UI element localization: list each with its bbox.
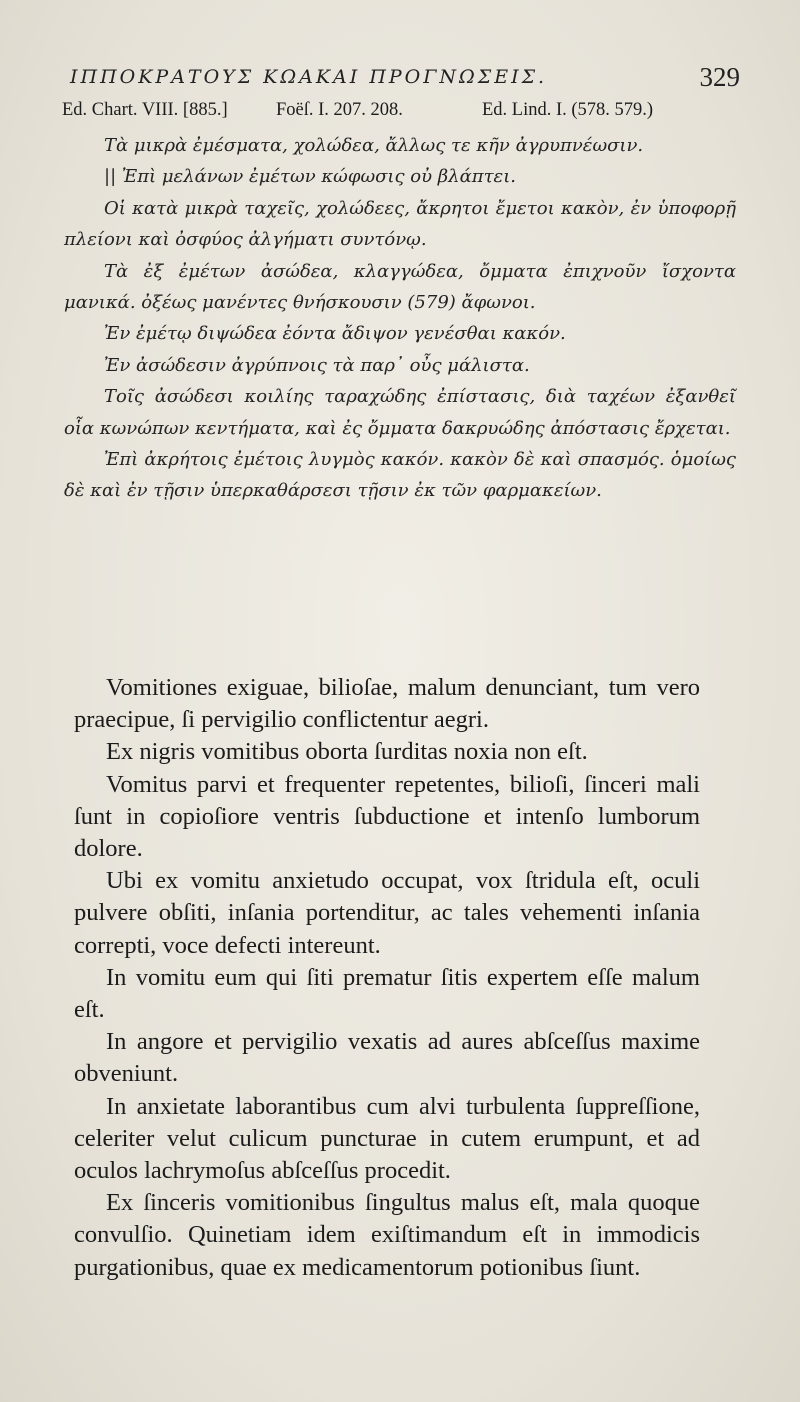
latin-paragraph: In angore et pervigilio vexatis ad aures abſceſſus maxime obveniunt. <box>74 1028 700 1088</box>
running-head: ΙΠΠΟΚΡΑΤΟΥΣ ΚΩΑΚΑΙ ΠΡΟΓΝΩΣΕΙΣ. <box>70 66 548 88</box>
greek-paragraph: Τὰ ἐξ ἐμέτων ἀσώδεα, κλαγγώδεα, ὄμματα ἐπιχνοῦν ἴσχοντα μανικά. ὀξέως μανέντες θνήσκουσιν (579) ἄφωνοι. <box>64 260 736 314</box>
greek-paragraph: Τὰ μικρὰ ἐμέσματα, χολώδεα, ἄλλως τε κῆν ἀγρυπνέωσιν. <box>104 135 644 156</box>
latin-paragraph: Ex ſinceris vomitionibus ſingultus malus eſt, mala quoque convulſio. Quinetiam idem exiſtimandum eſt in immodicis purgationibus, quae ex medicamentorum potionibus ſiunt. <box>74 1189 700 1281</box>
greek-paragraph: Οἱ κατὰ μικρὰ ταχεῖς, χολώδεες, ἄκρητοι ἔμετοι κακὸν, ἐν ὑποφορῇ πλείονι καὶ ὀσφύος ἀλγήματι συντόνῳ. <box>64 197 736 251</box>
page-number: 329 <box>699 62 740 92</box>
edition-foes: Foëſ. I. 207. 208. <box>276 100 403 120</box>
edition-chart: Ed. Chart. VIII. [885.] <box>62 100 228 120</box>
latin-translation <box>74 672 700 1284</box>
latin-paragraph: In anxietate laborantibus cum alvi turbulenta ſuppreſſione, celeriter velut culicum puncturae in cutem erumpunt, et ad oculos lachrymoſus abſceſſus procedit. <box>74 1092 700 1185</box>
greek-paragraph: Ἐν ἀσώδεσιν ἀγρύπνοις τὰ παρ᾽ οὖς μάλιστα. <box>104 354 530 376</box>
greek-paragraph <box>64 161 736 192</box>
latin-paragraph: Vomitiones exiguae, bilioſae, malum denunciant, tum vero praecipue, ſi pervigilio conflictentur aegri. <box>74 674 700 734</box>
greek-paragraph: Τοῖς ἀσώδεσι κοιλίης ταραχώδης ἐπίστασις, διὰ ταχέων ἐξανθεῖ οἷα κωνώπων κεντήματα, καὶ ἐς ὄμματα δακρυώδης ἀπόστασις ἔρχεται. <box>64 386 736 439</box>
column-marker: || <box>104 166 117 188</box>
latin-paragraph: In vomitu eum qui ſiti prematur ſitis expertem eſſe malum eſt. <box>74 963 700 1024</box>
page-header <box>70 62 740 102</box>
latin-paragraph: Ex nigris vomitibus oborta ſurditas noxia non eſt. <box>106 738 588 766</box>
greek-text <box>64 130 736 507</box>
latin-paragraph: Vomitus parvi et frequenter repetentes, bilioſi, ſinceri mali ſunt in copioſiore ventris ſubductione et intenſo lumborum dolore. <box>74 770 700 863</box>
edition-lind: Ed. Lind. I. (578. 579.) <box>482 100 654 120</box>
greek-sentence: Ἐπὶ μελάνων ἐμέτων κώφωσις οὐ βλάπτει. <box>121 166 516 188</box>
latin-paragraph: Ubi ex vomitu anxietudo occupat, vox ſtridula eſt, oculi pulvere obſiti, inſania portenditur, ac tales vehementi inſania correpti, voce defecti intereunt. <box>74 867 700 959</box>
greek-paragraph: Ἐπὶ ἀκρήτοις ἐμέτοις λυγμὸς κακόν. κακὸν δὲ καὶ σπασμός. ὁμοίως δὲ καὶ ἐν τῇσιν ὑπερκαθάρσεσι τῇσιν ἐκ τῶν φαρμακείων. <box>64 449 736 502</box>
greek-paragraph: Ἐν ἐμέτῳ διψώδεα ἐόντα ἄδιψον γενέσθαι κακόν. <box>104 323 566 345</box>
